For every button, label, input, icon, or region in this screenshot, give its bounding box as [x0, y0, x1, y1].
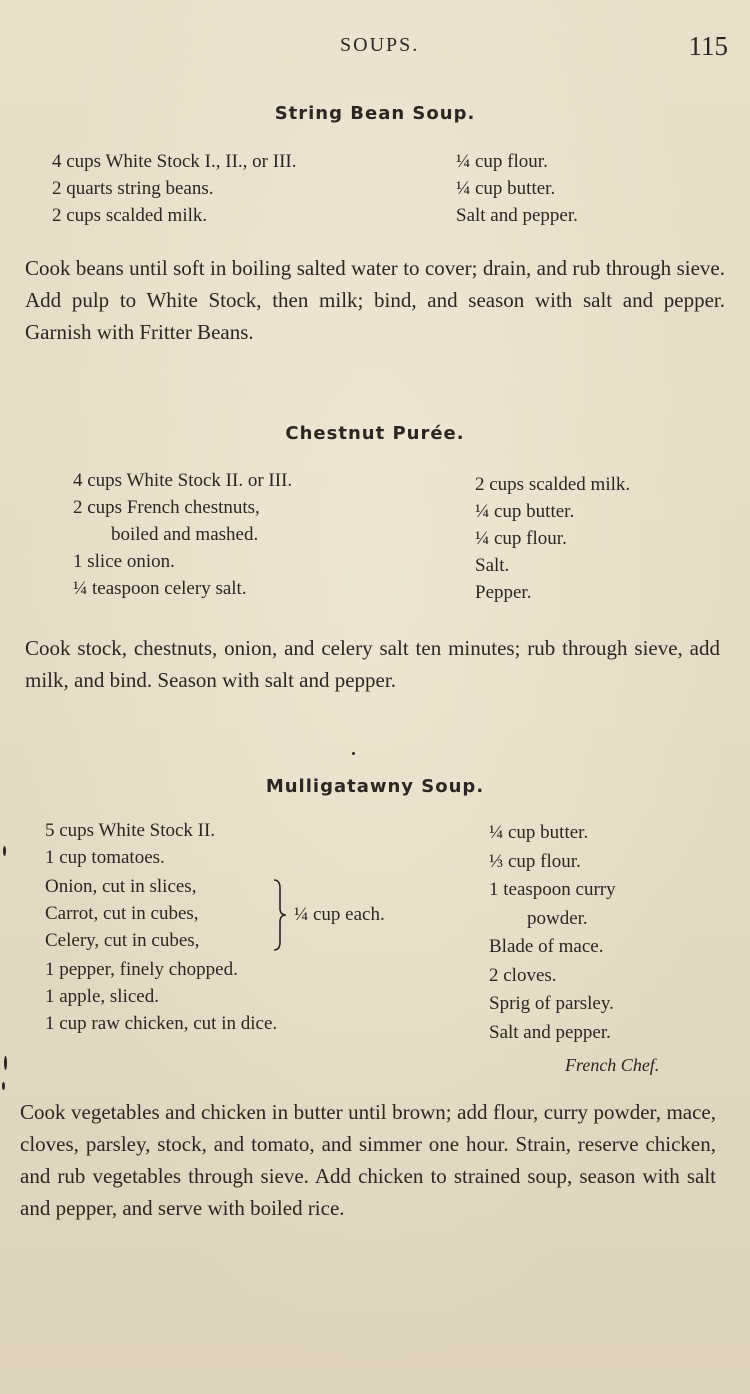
- ingredient-line: Blade of mace.: [489, 936, 604, 957]
- ingredient-line: Sprig of parsley.: [489, 993, 614, 1014]
- ingredient-line: 2 cloves.: [489, 964, 557, 986]
- ingredient-line: 1 apple, sliced.: [45, 986, 159, 1007]
- ingredient-line: Celery, cut in cubes,: [45, 930, 200, 951]
- print-speck: [352, 752, 355, 755]
- ingredient-line: ¼ teaspoon celery salt.: [73, 578, 247, 599]
- ingredients-left-top-mulligatawny: [45, 817, 215, 871]
- ingredient-line: 2 quarts string beans.: [52, 178, 214, 199]
- ingredient-line: ¼ cup flour.: [456, 151, 548, 172]
- ingredient-line: ¼ cup flour.: [475, 528, 567, 549]
- attribution: French Chef.: [565, 1055, 660, 1075]
- ingredient-line: 1 pepper, finely chopped.: [45, 959, 238, 980]
- ingredient-line: powder.: [527, 907, 588, 929]
- ingredient-line: 2 cups scalded milk.: [475, 474, 631, 495]
- ingredient-line: Salt.: [475, 555, 510, 576]
- ingredient-line: 1 teaspoon curry: [489, 879, 616, 900]
- running-title: SOUPS.: [340, 34, 420, 56]
- method-string-bean: Cook beans until soft in boiling salted water to cover; drain, and rub through sieve. Add pulp to White Stock, then milk; bind, and season with salt and pepper. Garnish with Fritter Beans.: [25, 256, 725, 344]
- ingredient-line: Carrot, cut in cubes,: [45, 903, 199, 924]
- right-brace-icon: [272, 878, 288, 952]
- ingredient-line: 2 cups scalded milk.: [52, 205, 208, 226]
- margin-mark: [4, 1056, 7, 1070]
- ingredient-line: boiled and mashed.: [111, 524, 259, 545]
- ingredient-line: 5 cups White Stock II.: [45, 820, 216, 841]
- ingredient-line: Onion, cut in slices,: [45, 876, 197, 897]
- margin-mark: [2, 1082, 5, 1090]
- page-number: 115: [688, 31, 728, 61]
- ingredient-line: ⅓ cup flour.: [489, 850, 581, 872]
- ingredient-line: 1 cup raw chicken, cut in dice.: [45, 1013, 278, 1034]
- ingredient-line: ¼ cup butter.: [456, 178, 556, 199]
- recipe-title-mulligatawny: Mulligatawny Soup.: [265, 776, 485, 797]
- ingredients-right-chestnut: [475, 471, 630, 606]
- recipe-title-string-bean: String Bean Soup.: [274, 103, 476, 124]
- ingredient-line: 4 cups White Stock II. or III.: [73, 470, 293, 491]
- ingredient-line: 1 slice onion.: [73, 551, 175, 572]
- ingredients-right-mulligatawny: [489, 819, 616, 1047]
- brace-group-vegetables: [45, 873, 199, 954]
- ingredients-left-chestnut: [73, 467, 292, 602]
- brace-note: ¼ cup each.: [294, 904, 385, 925]
- ingredients-left-bottom-mulligatawny: [45, 956, 277, 1037]
- ingredients-left-string-bean: [52, 148, 296, 229]
- ingredient-line: Salt and pepper.: [456, 205, 578, 226]
- ingredient-line: 4 cups White Stock I., II., or III.: [52, 151, 297, 172]
- method-mulligatawny: Cook vegetables and chicken in butter until brown; add flour, curry powder, mace, cloves, parsley, stock, and tomato, and simmer one hour. Strain, reserve chicken, and rub vegetables through sieve. Add chicken to strained soup, season with salt and pepper, and serve with boiled rice.: [20, 1100, 716, 1220]
- ingredient-line: ¼ cup butter.: [475, 501, 575, 522]
- ingredient-line: 1 cup tomatoes.: [45, 847, 165, 868]
- margin-mark: [3, 846, 6, 856]
- method-chestnut: Cook stock, chestnuts, onion, and celery salt ten minutes; rub through sieve, add milk, and bind. Season with salt and pepper.: [25, 636, 720, 692]
- running-head: [0, 31, 750, 64]
- ingredient-line: Pepper.: [475, 582, 532, 603]
- ingredients-right-string-bean: [456, 148, 578, 229]
- ingredient-line: ¼ cup butter.: [489, 822, 589, 843]
- recipe-title-chestnut: Chestnut Purée.: [285, 423, 465, 444]
- ingredient-line: 2 cups French chestnuts,: [73, 497, 260, 518]
- ingredient-line: Salt and pepper.: [489, 1021, 611, 1043]
